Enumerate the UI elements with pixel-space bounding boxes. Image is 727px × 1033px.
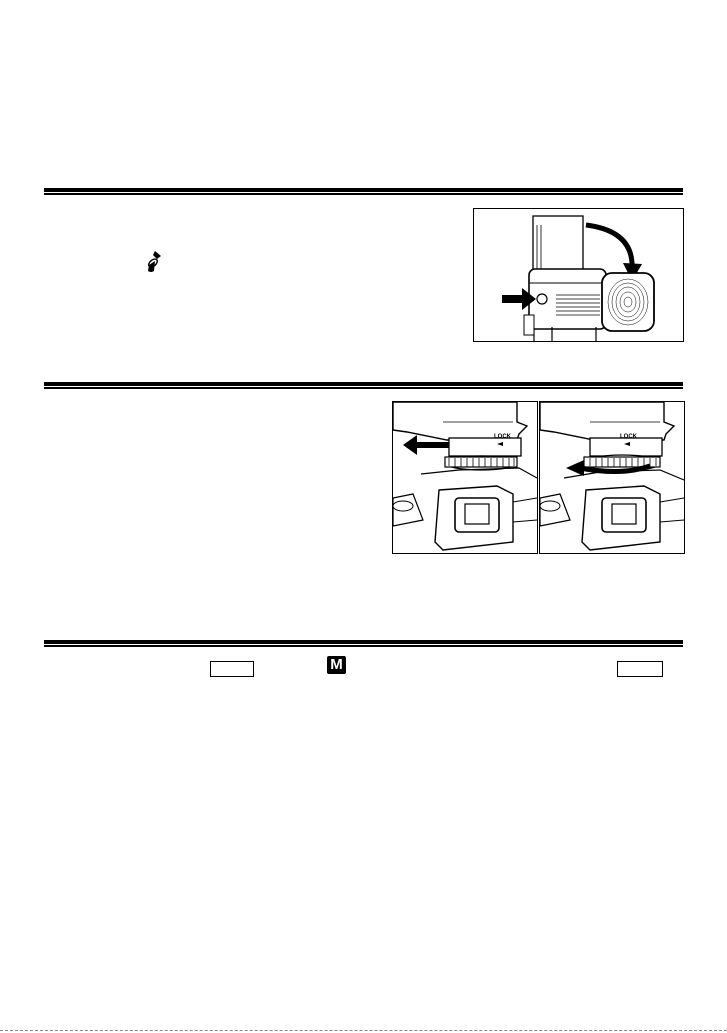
button-key-box-1 xyxy=(210,661,254,677)
lock-label-right: LOCK xyxy=(620,434,637,440)
flash-head-cover-figure xyxy=(473,208,684,342)
hot-shoe-lock-figure-left xyxy=(392,401,538,554)
pen-marker-icon xyxy=(146,250,162,274)
page-footer-line xyxy=(0,1030,727,1031)
section-divider-3 xyxy=(44,640,683,647)
hot-shoe-lock-figure-right xyxy=(539,401,685,554)
button-key-box-2 xyxy=(617,661,663,677)
lock-label-left: LOCK xyxy=(494,434,511,440)
manual-mode-badge: M xyxy=(327,656,346,674)
section-divider-1 xyxy=(44,188,683,195)
section-divider-2 xyxy=(44,382,683,389)
